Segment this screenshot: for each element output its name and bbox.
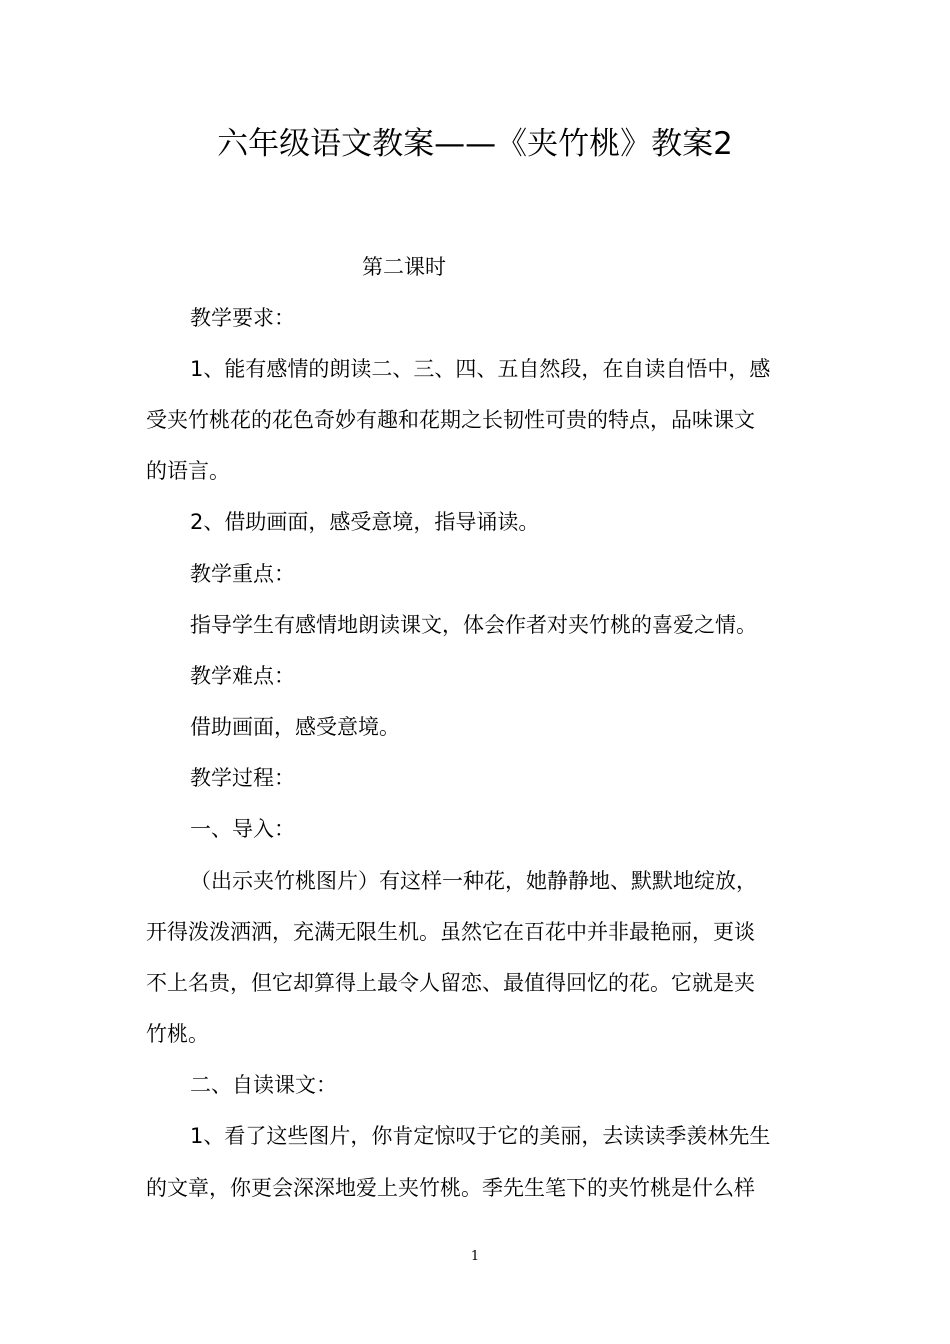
paragraph-line: 的语言。 xyxy=(146,459,230,483)
page-number: 1 xyxy=(470,1249,480,1264)
paragraph-line: 2、借助画面，感受意境，指导诵读。 xyxy=(190,510,540,534)
section-heading-key-points: 教学重点： xyxy=(190,562,295,586)
document-title: 六年级语文教案——《夹竹桃》教案2 xyxy=(217,126,733,162)
paragraph-line: 的文章，你更会深深地爱上夹竹桃。季先生笔下的夹竹桃是什么样 xyxy=(146,1176,755,1200)
section-heading-self-reading: 二、自读课文： xyxy=(190,1073,337,1097)
paragraph-line: 1、看了这些图片，你肯定惊叹于它的美丽，去读读季羡林先生 xyxy=(190,1124,771,1148)
paragraph-line: （出示夹竹桃图片）有这样一种花，她静静地、默默地绽放， xyxy=(190,869,757,893)
section-heading-requirements: 教学要求： xyxy=(190,306,295,330)
paragraph-line: 指导学生有感情地朗读课文，体会作者对夹竹桃的喜爱之情。 xyxy=(190,613,757,637)
paragraph-line: 竹桃。 xyxy=(146,1022,209,1046)
paragraph-line: 不上名贵，但它却算得上最令人留恋、最值得回忆的花。它就是夹 xyxy=(146,971,755,995)
lesson-subtitle: 第二课时 xyxy=(362,255,446,279)
paragraph-line: 开得泼泼洒洒，充满无限生机。虽然它在百花中并非最艳丽，更谈 xyxy=(146,920,755,944)
paragraph-line: 借助画面，感受意境。 xyxy=(190,715,400,739)
paragraph-line: 1、能有感情的朗读二、三、四、五自然段，在自读自悟中，感 xyxy=(190,357,771,381)
section-heading-process: 教学过程： xyxy=(190,766,295,790)
section-heading-difficulties: 教学难点： xyxy=(190,664,295,688)
section-heading-intro: 一、导入： xyxy=(190,817,295,841)
paragraph-line: 受夹竹桃花的花色奇妙有趣和花期之长韧性可贵的特点，品味课文 xyxy=(146,408,755,432)
